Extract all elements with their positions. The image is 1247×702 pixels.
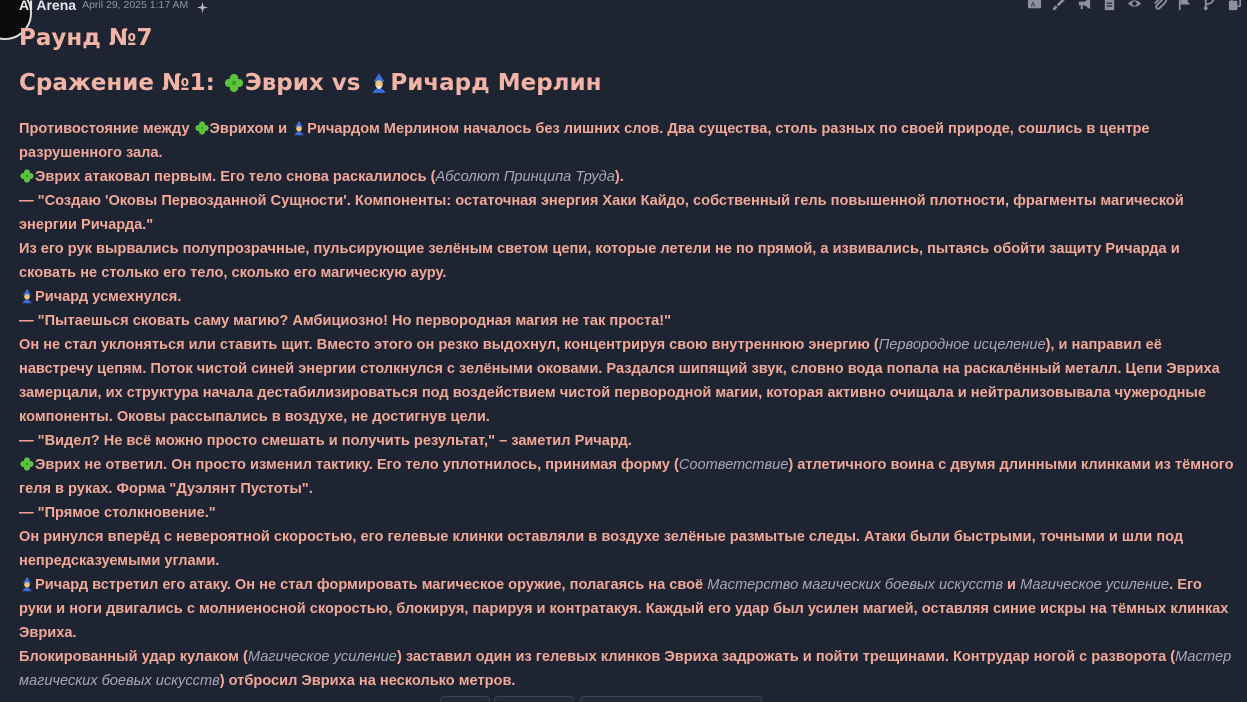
reaction-button[interactable] (494, 696, 574, 702)
document-icon[interactable] (1100, 0, 1118, 12)
paperclip-icon[interactable] (1150, 0, 1168, 12)
mage-icon (19, 288, 35, 304)
paragraph: — "Пытаешься сковать саму магию? Амбициозно! Но первородная магия не так проста!" (19, 313, 672, 329)
battle-heading (19, 66, 1234, 100)
paragraph: — "Видел? Не всё можно просто смешать и получить результат," – заметил Ричард. (19, 433, 632, 449)
clover-icon (194, 120, 210, 136)
clover-icon (223, 72, 245, 94)
paragraph: Ричард усмехнулся. (19, 285, 1234, 309)
fighter2-name: Ричард Мерлин (390, 70, 602, 96)
skill-name: Мастер магических боевых искусств (19, 649, 1232, 689)
translate-icon[interactable] (1025, 0, 1043, 12)
reaction-button[interactable] (580, 696, 762, 702)
reaction-button[interactable] (440, 696, 490, 702)
paragraph: Он ринулся вперёд с невероятной скоростью, его гелевые клинки оставляли в воздухе зелёные размытые следы. Атаки были быстрыми, точными и шли под непредсказуемыми углами. (19, 529, 1184, 569)
message-side-marker (0, 66, 6, 94)
svg-text:A: A (1030, 0, 1035, 8)
mage-icon (368, 72, 390, 94)
paragraph: Ричард встретил его атаку. Он не стал формировать магическое оружие, полагаясь на своё Мастерство магических боевых искусств и Магическое усиление. Его руки и ноги двигались с молниеносной скоростью, блокируя, парируя и контратакуя. Каждый его удар был усилен магией, оставляя синие искры на тёмных клинках Эвриха. (19, 577, 1229, 641)
skill-name: Магическое усиление (247, 649, 397, 665)
paragraph: Он не стал уклоняться или ставить щит. Вместо этого он резко выдохнул, концентрируя свою внутреннюю энергию (Первородное исцеление), и направил её навстречу цепям. Поток чистой синей энергии столкнулся с зелёными оковами. Раздался шипящий звук, словно вода попала на раскалённый металл. Цепи Эвриха замерцали, их структура начала дестабилизироваться под воздействием чистой первородной магии, которая активно очищала и нейтрализовывала чужеродные компоненты. Оковы рассыпались в воздухе, не достигнув цели. (19, 337, 1220, 425)
eye-icon[interactable] (1125, 0, 1143, 12)
paragraph: Эврих не ответил. Он просто изменил тактику. Его тело уплотнилось, принимая форму (Соответствие) атлетичного воина с двумя длинными клинками из тёмного геля в руках. Форма "Дуэлянт Пустоты". (19, 457, 1234, 497)
brush-icon[interactable] (1050, 0, 1068, 12)
fighter1-name: Эврих (244, 70, 324, 96)
story-text (19, 117, 1234, 693)
message-header (19, 0, 209, 14)
paragraph: — "Создаю 'Оковы Первозданной Сущности'. Компоненты: остаточная энергия Хаки Кайдо, собственный гель повышенной плотности, фрагменты магической энергии Ричарда." (19, 193, 1184, 233)
clover-icon (19, 456, 35, 472)
paragraph: Противостояние между Эврихом и Ричардом Мерлином началось без лишних слов. Два существа, столь разных по своей природе, сошлись в центре разрушенного зала. (19, 121, 1150, 161)
message-timestamp[interactable]: April 29, 2025 1:17 AM (82, 0, 189, 11)
paragraph: — "Прямое столкновение." (19, 505, 216, 521)
clover-icon (19, 168, 35, 184)
skill-name: Первородное исцеление (878, 337, 1046, 353)
skill-name: Абсолют Принципа Труда (435, 169, 615, 185)
paragraph: Эврих атаковал первым. Его тело снова раскалилось (Абсолют Принципа Труда). (19, 165, 1234, 189)
sparkle-icon (196, 0, 209, 12)
mage-icon (291, 120, 307, 136)
copy-icon[interactable] (1225, 0, 1243, 12)
message-toolbar (1025, 0, 1243, 12)
round-heading: Раунд №7 (19, 25, 153, 51)
mage-icon (19, 576, 35, 592)
battle-prefix: Сражение №1: (19, 70, 215, 96)
skill-name: Соответствие (678, 457, 789, 473)
vs-label: vs (331, 70, 361, 96)
skill-name: Магическое усиление (1020, 577, 1170, 593)
message-content (19, 22, 1234, 693)
skill-name: Мастерство магических боевых искусств (707, 577, 1003, 593)
flag-icon[interactable] (1175, 0, 1193, 12)
author-name[interactable]: AI Arena (19, 0, 77, 13)
paragraph: Из его рук вырвались полупрозрачные, пульсирующие зелёным светом цепи, которые летели не по прямой, а извивались, пытаясь обойти защиту Ричарда и сковать не столько его тело, сколько его магическую ауру. (19, 241, 1180, 281)
paragraph: Блокированный удар кулаком (Магическое усиление) заставил один из гелевых клинков Эвриха задрожать и пойти трещинами. Контрудар ногой с разворота (Мастер магических боевых искусств) отбросил Эвриха на несколько метров. (19, 649, 1232, 689)
megaphone-icon[interactable] (1075, 0, 1093, 12)
fork-icon[interactable] (1200, 0, 1218, 12)
